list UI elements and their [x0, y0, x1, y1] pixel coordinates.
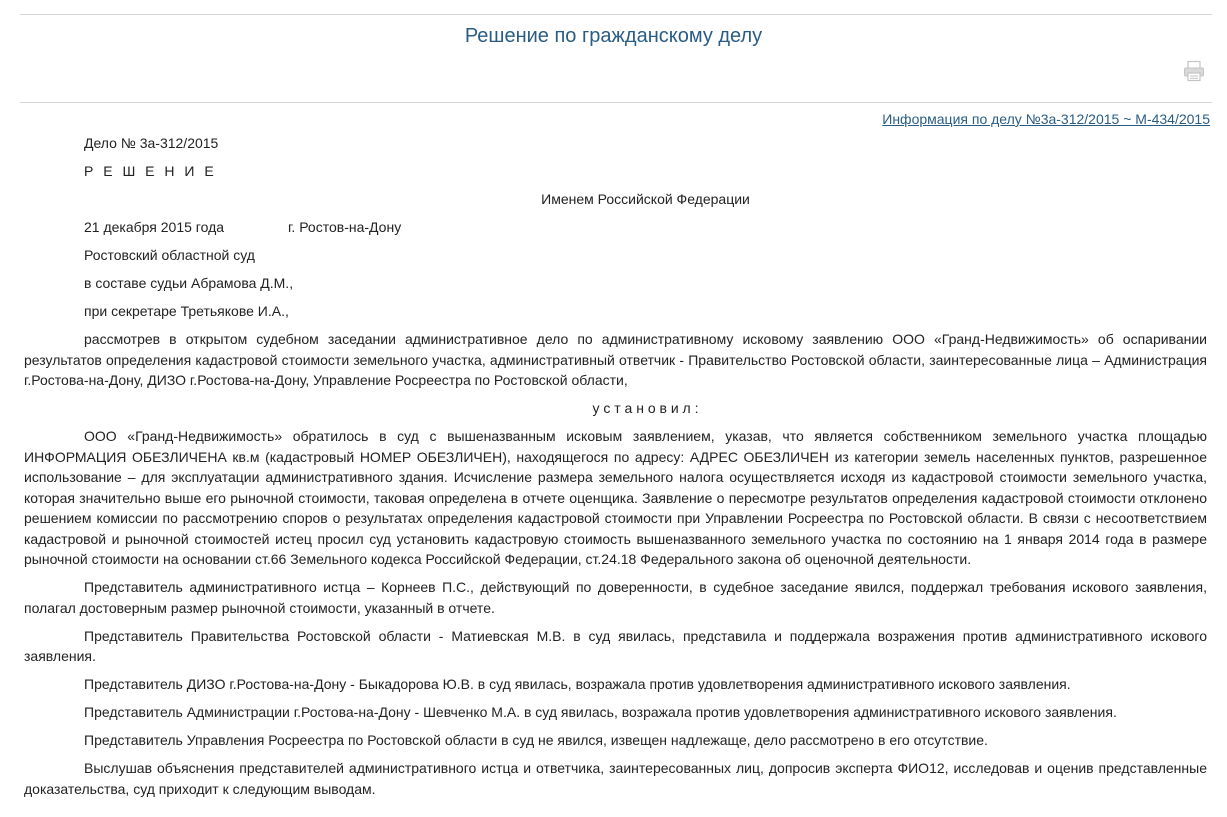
body-paragraph: Представитель административного истца – Корнеев П.С., действующий по доверенности, в судебное заседание явился, поддержал требования искового заявления, полагал достоверным размер рыночной стоимости, указанный в отчете.	[24, 579, 1207, 616]
page-title: Решение по гражданскому делу	[464, 25, 763, 47]
body-paragraph: Представитель Правительства Ростовской области - Матиевская М.В. в суд явилась, представила и поддержала возражения против административного искового заявления.	[24, 627, 1207, 664]
body-paragraph: Выслушав объяснения представителей административного истца и ответчика, заинтересованных лиц, допросив эксперта ФИО12, исследовав и оценив представленные доказательства, суд приходит к следующим выводам.	[24, 760, 1207, 797]
case-info-link[interactable]: Информация по делу №3а-312/2015 ~ М-434/2015	[882, 111, 1210, 127]
body-paragraph: Представитель Администрации г.Ростова-на-Дону - Шевченко М.А. в суд явилась, возражала против удовлетворения административного искового заявления.	[84, 704, 1117, 720]
decision-date: 21 декабря 2015 года	[84, 219, 225, 235]
judge-line: в составе судьи Абрамова Д.М.,	[84, 275, 294, 291]
secretary-line: при секретаре Третьякове И.А.,	[84, 303, 289, 319]
body-paragraph: Представитель Управления Росреестра по Ростовской области в суд не явился, извещен надлежаще, дело рассмотрено в его отсутствие.	[84, 732, 988, 748]
body-paragraph: Представитель ДИЗО г.Ростова-на-Дону - Быкадорова Ю.В. в суд явилась, возражала против удовлетворения административного искового заявления.	[84, 676, 1071, 692]
top-divider	[20, 14, 1212, 15]
body-paragraph: ООО «Гранд-Недвижимость» обратилось в суд с вышеназванным исковым заявлением, указав, что является собственником земельного участка площадью ИНФОРМАЦИЯ ОБЕЗЛИЧЕНА кв.м (кадастровый НОМЕР ОБЕЗЛИЧЕН), находящегося по адресу: АДРЕС ОБЕЗЛИЧЕН из категории земель населенных пунктов, разрешенное использование – для эксплуатации административного здания. Исчисление размера земельного налога осуществляется исходя из кадастровой стоимости земельного участка, которая значительно выше его рыночной стоимости, таковая определена в отчете оценщика. Заявление о пересмотре результатов определения кадастровой стоимости отклонено решением комиссии по рассмотрению споров о результатах определения кадастровой стоимости при Управлении Росреестра по Ростовской области. В связи с несоответствием кадастровой и рыночной стоимостей истец просил суд установить кадастровую стоимость вышеназванного земельного участка по состоянию на 1 января 2014 года в размере рыночной стоимости на основании ст.66 Земельного кодекса Российской Федерации, ст.24.18 Федерального закона об оценочной деятельности.	[24, 428, 1207, 567]
in-name-of-heading: Именем Российской Федерации	[541, 191, 750, 207]
printer-icon[interactable]	[1183, 60, 1205, 82]
court-name: Ростовский областной суд	[84, 247, 255, 263]
case-number: Дело № 3а-312/2015	[84, 135, 219, 151]
header-divider	[20, 102, 1212, 103]
considered-paragraph: рассмотрев в открытом судебном заседании административное дело по административному исковому заявлению ООО «Гранд-Недвижимость» об оспаривании результатов определения кадастровой стоимости земельного участка, административный ответчик - Правительство Ростовской области, заинтересованные лица – Администрация г.Ростова-на-Дону, ДИЗО г.Ростова-на-Дону, Управление Росреестра по Ростовской области,	[24, 331, 1207, 388]
decision-heading: Р Е Ш Е Н И Е	[84, 163, 217, 179]
established-heading: у с т а н о в и л :	[592, 400, 699, 416]
date-city-line	[24, 217, 1207, 238]
decision-city: г. Ростов-на-Дону	[288, 219, 402, 235]
document-body	[24, 133, 1207, 807]
